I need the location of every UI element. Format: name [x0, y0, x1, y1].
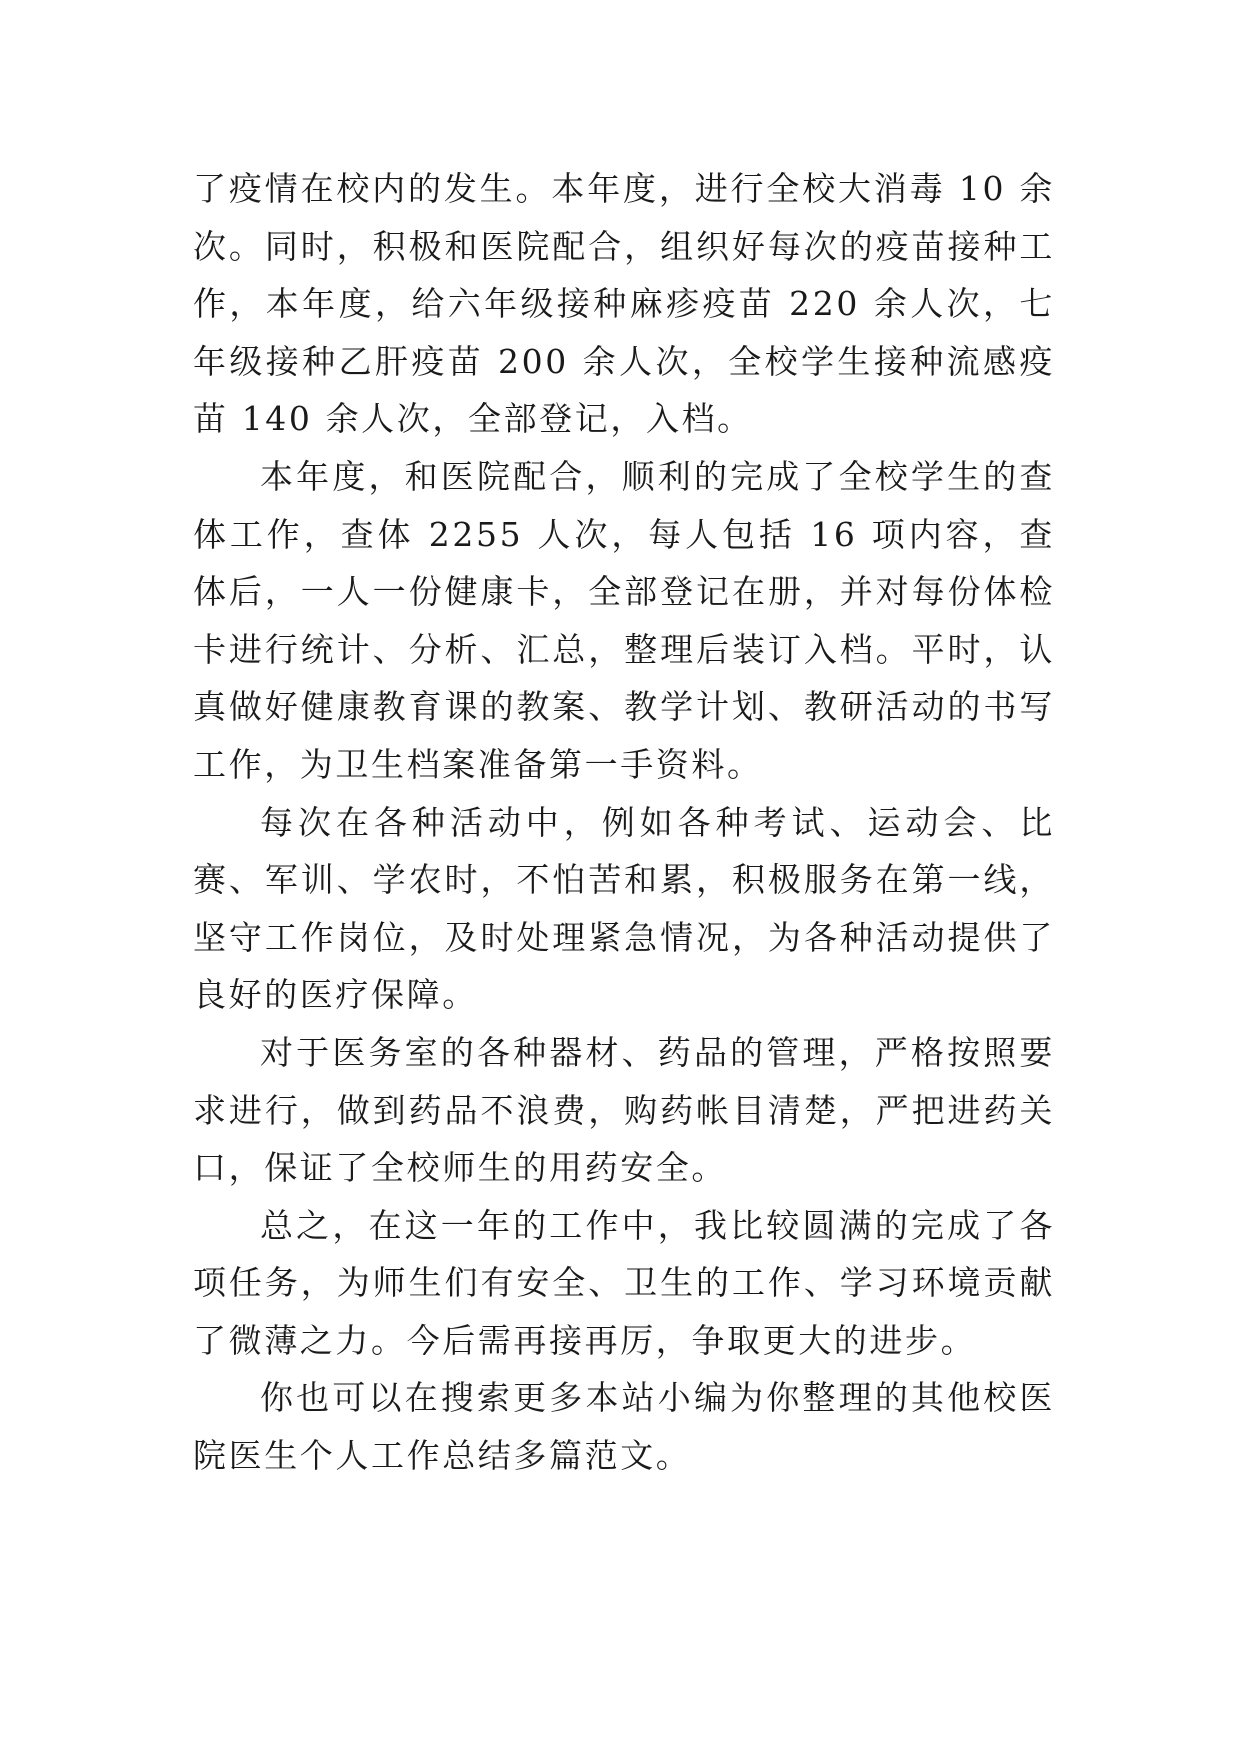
- paragraph-medicine-management: 对于医务室的各种器材、药品的管理，严格按照要求进行，做到药品不浪费，购药帐目清楚，严把进药关口，保证了全校师生的用药安全。: [193, 1032, 1055, 1188]
- paragraph-more-articles: 你也可以在搜索更多本站小编为你整理的其他校医院医生个人工作总结多篇范文。: [193, 1378, 1055, 1476]
- paragraph-activities: 每次在各种活动中，例如各种考试、运动会、比赛、军训、学农时，不怕苦和累，积极服务在第一线，坚守工作岗位，及时处理紧急情况，为各种活动提供了良好的医疗保障。: [193, 802, 1055, 1015]
- document-body: [193, 160, 1055, 1485]
- paragraph-health-check: 本年度，和医院配合，顺利的完成了全校学生的查体工作，查体 2255 人次，每人包括 16 项内容，查体后，一人一份健康卡，全部登记在册，并对每份体检卡进行统计、分析、汇总，整理后装订入档。平时，认真做好健康教育课的教案、教学计划、教研活动的书写工作，为卫生档案准备第一手资料。: [193, 456, 1055, 784]
- paragraph-summary: 总之，在这一年的工作中，我比较圆满的完成了各项任务，为师生们有安全、卫生的工作、学习环境贡献了微薄之力。今后需再接再厉，争取更大的进步。: [193, 1205, 1055, 1360]
- paragraph-vaccination: 了疫情在校内的发生。本年度，进行全校大消毒 10 余次。同时，积极和医院配合，组织好每次的疫苗接种工作，本年度，给六年级接种麻疹疫苗 220 余人次，七年级接种乙肝疫苗 200 余人次，全校学生接种流感疫苗 140 余人次，全部登记，入档。: [193, 169, 1055, 439]
